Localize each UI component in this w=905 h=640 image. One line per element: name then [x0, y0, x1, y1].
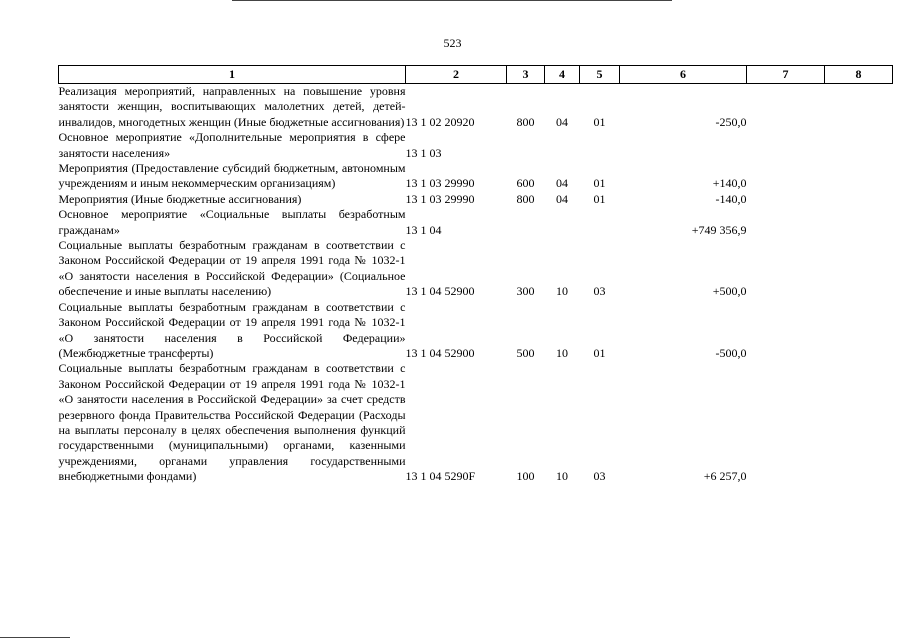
- amount-change: -250,0: [715, 114, 747, 129]
- column-7-cell: [747, 207, 825, 238]
- target-article-code: 13 1 03 29990: [405, 176, 475, 191]
- expense-type-code: [507, 207, 545, 238]
- column-7-cell: [747, 84, 825, 131]
- column-7-cell: [747, 361, 825, 484]
- table-row: [59, 238, 893, 300]
- column-header-6: 6: [620, 66, 747, 84]
- row-description: Основное мероприятие «Дополнительные мероприятия в сфере занятости населения»: [58, 130, 406, 160]
- expense-type-code: 600: [516, 176, 535, 191]
- target-article-code: 13 1 02 20920: [405, 114, 475, 129]
- scan-edge-rule-bottom: [0, 637, 70, 638]
- column-8-cell: [825, 192, 893, 207]
- expense-type-code: 800: [516, 191, 535, 206]
- subsection-code: 03: [593, 284, 606, 299]
- expense-type-code: 800: [516, 114, 535, 129]
- column-8-cell: [825, 130, 893, 161]
- amount-change: -500,0: [715, 345, 747, 360]
- section-code: [545, 207, 580, 238]
- subsection-code: 01: [593, 114, 606, 129]
- expense-type-code: [507, 130, 545, 161]
- section-code: 04: [556, 191, 568, 206]
- column-header-5: 5: [580, 66, 620, 84]
- amount-change: +749 356,9: [691, 222, 747, 237]
- column-header-2: 2: [406, 66, 507, 84]
- target-article-code: 13 1 03: [405, 145, 442, 160]
- column-7-cell: [747, 238, 825, 300]
- table-row: [59, 84, 893, 131]
- subsection-code: 01: [593, 176, 606, 191]
- target-article-code: 13 1 04 52900: [405, 284, 475, 299]
- amount-change: -140,0: [715, 191, 747, 206]
- section-code: 10: [556, 345, 568, 360]
- column-7-cell: [747, 161, 825, 192]
- table-header-row: [59, 66, 893, 84]
- row-description: Социальные выплаты безработным гражданам в соответствии с Законом Российской Федерации от 19 апреля 1991 года № 1032-1 «О занятости населения в Российской Федерации» (Межбюджетные трансферты): [58, 299, 406, 360]
- column-7-cell: [747, 130, 825, 161]
- expense-type-code: 100: [516, 469, 535, 484]
- table-row: [59, 207, 893, 238]
- table-row: [59, 130, 893, 161]
- amount-change: [620, 130, 747, 161]
- subsection-code: [580, 207, 620, 238]
- subsection-code: 01: [593, 191, 606, 206]
- table-row: [59, 361, 893, 484]
- column-8-cell: [825, 361, 893, 484]
- section-code: 04: [556, 114, 568, 129]
- scan-edge-rule-top: [232, 0, 672, 1]
- section-code: 04: [556, 176, 568, 191]
- amount-change: +140,0: [712, 176, 747, 191]
- row-description: Мероприятия (Иные бюджетные ассигнования): [58, 191, 302, 206]
- column-8-cell: [825, 300, 893, 362]
- column-8-cell: [825, 161, 893, 192]
- table-row: [59, 192, 893, 207]
- subsection-code: 01: [593, 345, 606, 360]
- row-description: Социальные выплаты безработным гражданам в соответствии с Законом Российской Федерации от 19 апреля 1991 года № 1032-1 «О занятости населения в Российской Федерации» (Социальное обеспечение и иные выплаты населению): [58, 238, 406, 299]
- row-description: Основное мероприятие «Социальные выплаты безработным гражданам»: [58, 207, 406, 237]
- column-header-4: 4: [545, 66, 580, 84]
- column-header-8: 8: [825, 66, 893, 84]
- column-8-cell: [825, 238, 893, 300]
- row-description: Реализация мероприятий, направленных на повышение уровня занятости женщин, воспитывающих малолетних детей, детей-инвалидов, многодетных женщин (Иные бюджетные ассигнования): [58, 84, 406, 129]
- column-header-7: 7: [747, 66, 825, 84]
- section-code: [545, 130, 580, 161]
- target-article-code: 13 1 04: [405, 222, 442, 237]
- table-row: [59, 300, 893, 362]
- amount-change: +500,0: [712, 284, 747, 299]
- section-code: 10: [556, 469, 568, 484]
- target-article-code: 13 1 04 52900: [405, 345, 475, 360]
- column-8-cell: [825, 207, 893, 238]
- amount-change: +6 257,0: [703, 469, 747, 484]
- subsection-code: 03: [593, 469, 606, 484]
- section-code: 10: [556, 284, 568, 299]
- subsection-code: [580, 130, 620, 161]
- expense-type-code: 500: [516, 345, 535, 360]
- expense-type-code: 300: [516, 284, 535, 299]
- column-7-cell: [747, 300, 825, 362]
- target-article-code: 13 1 04 5290F: [405, 469, 476, 484]
- column-header-3: 3: [507, 66, 545, 84]
- row-description: Социальные выплаты безработным гражданам в соответствии с Законом Российской Федерации от 19 апреля 1991 года № 1032-1 «О занятости населения в Российской Федерации» за счет средств резервного фонда Правительства Российской Федерации (Расходы на выплаты персоналу в целях обеспечения выполнения функций государственными (муниципальными) органами, казенными учреждениями, органами управления государственными внебюджетными фондами): [58, 361, 406, 484]
- target-article-code: 13 1 03 29990: [405, 191, 475, 206]
- column-8-cell: [825, 84, 893, 131]
- column-header-1: 1: [59, 66, 406, 84]
- column-7-cell: [747, 192, 825, 207]
- budget-table: [58, 65, 893, 485]
- row-description: Мероприятия (Предоставление субсидий бюджетным, автономным учреждениям и иным некоммерческим организациям): [58, 161, 406, 191]
- page-number: 523: [443, 36, 462, 50]
- table-row: [59, 161, 893, 192]
